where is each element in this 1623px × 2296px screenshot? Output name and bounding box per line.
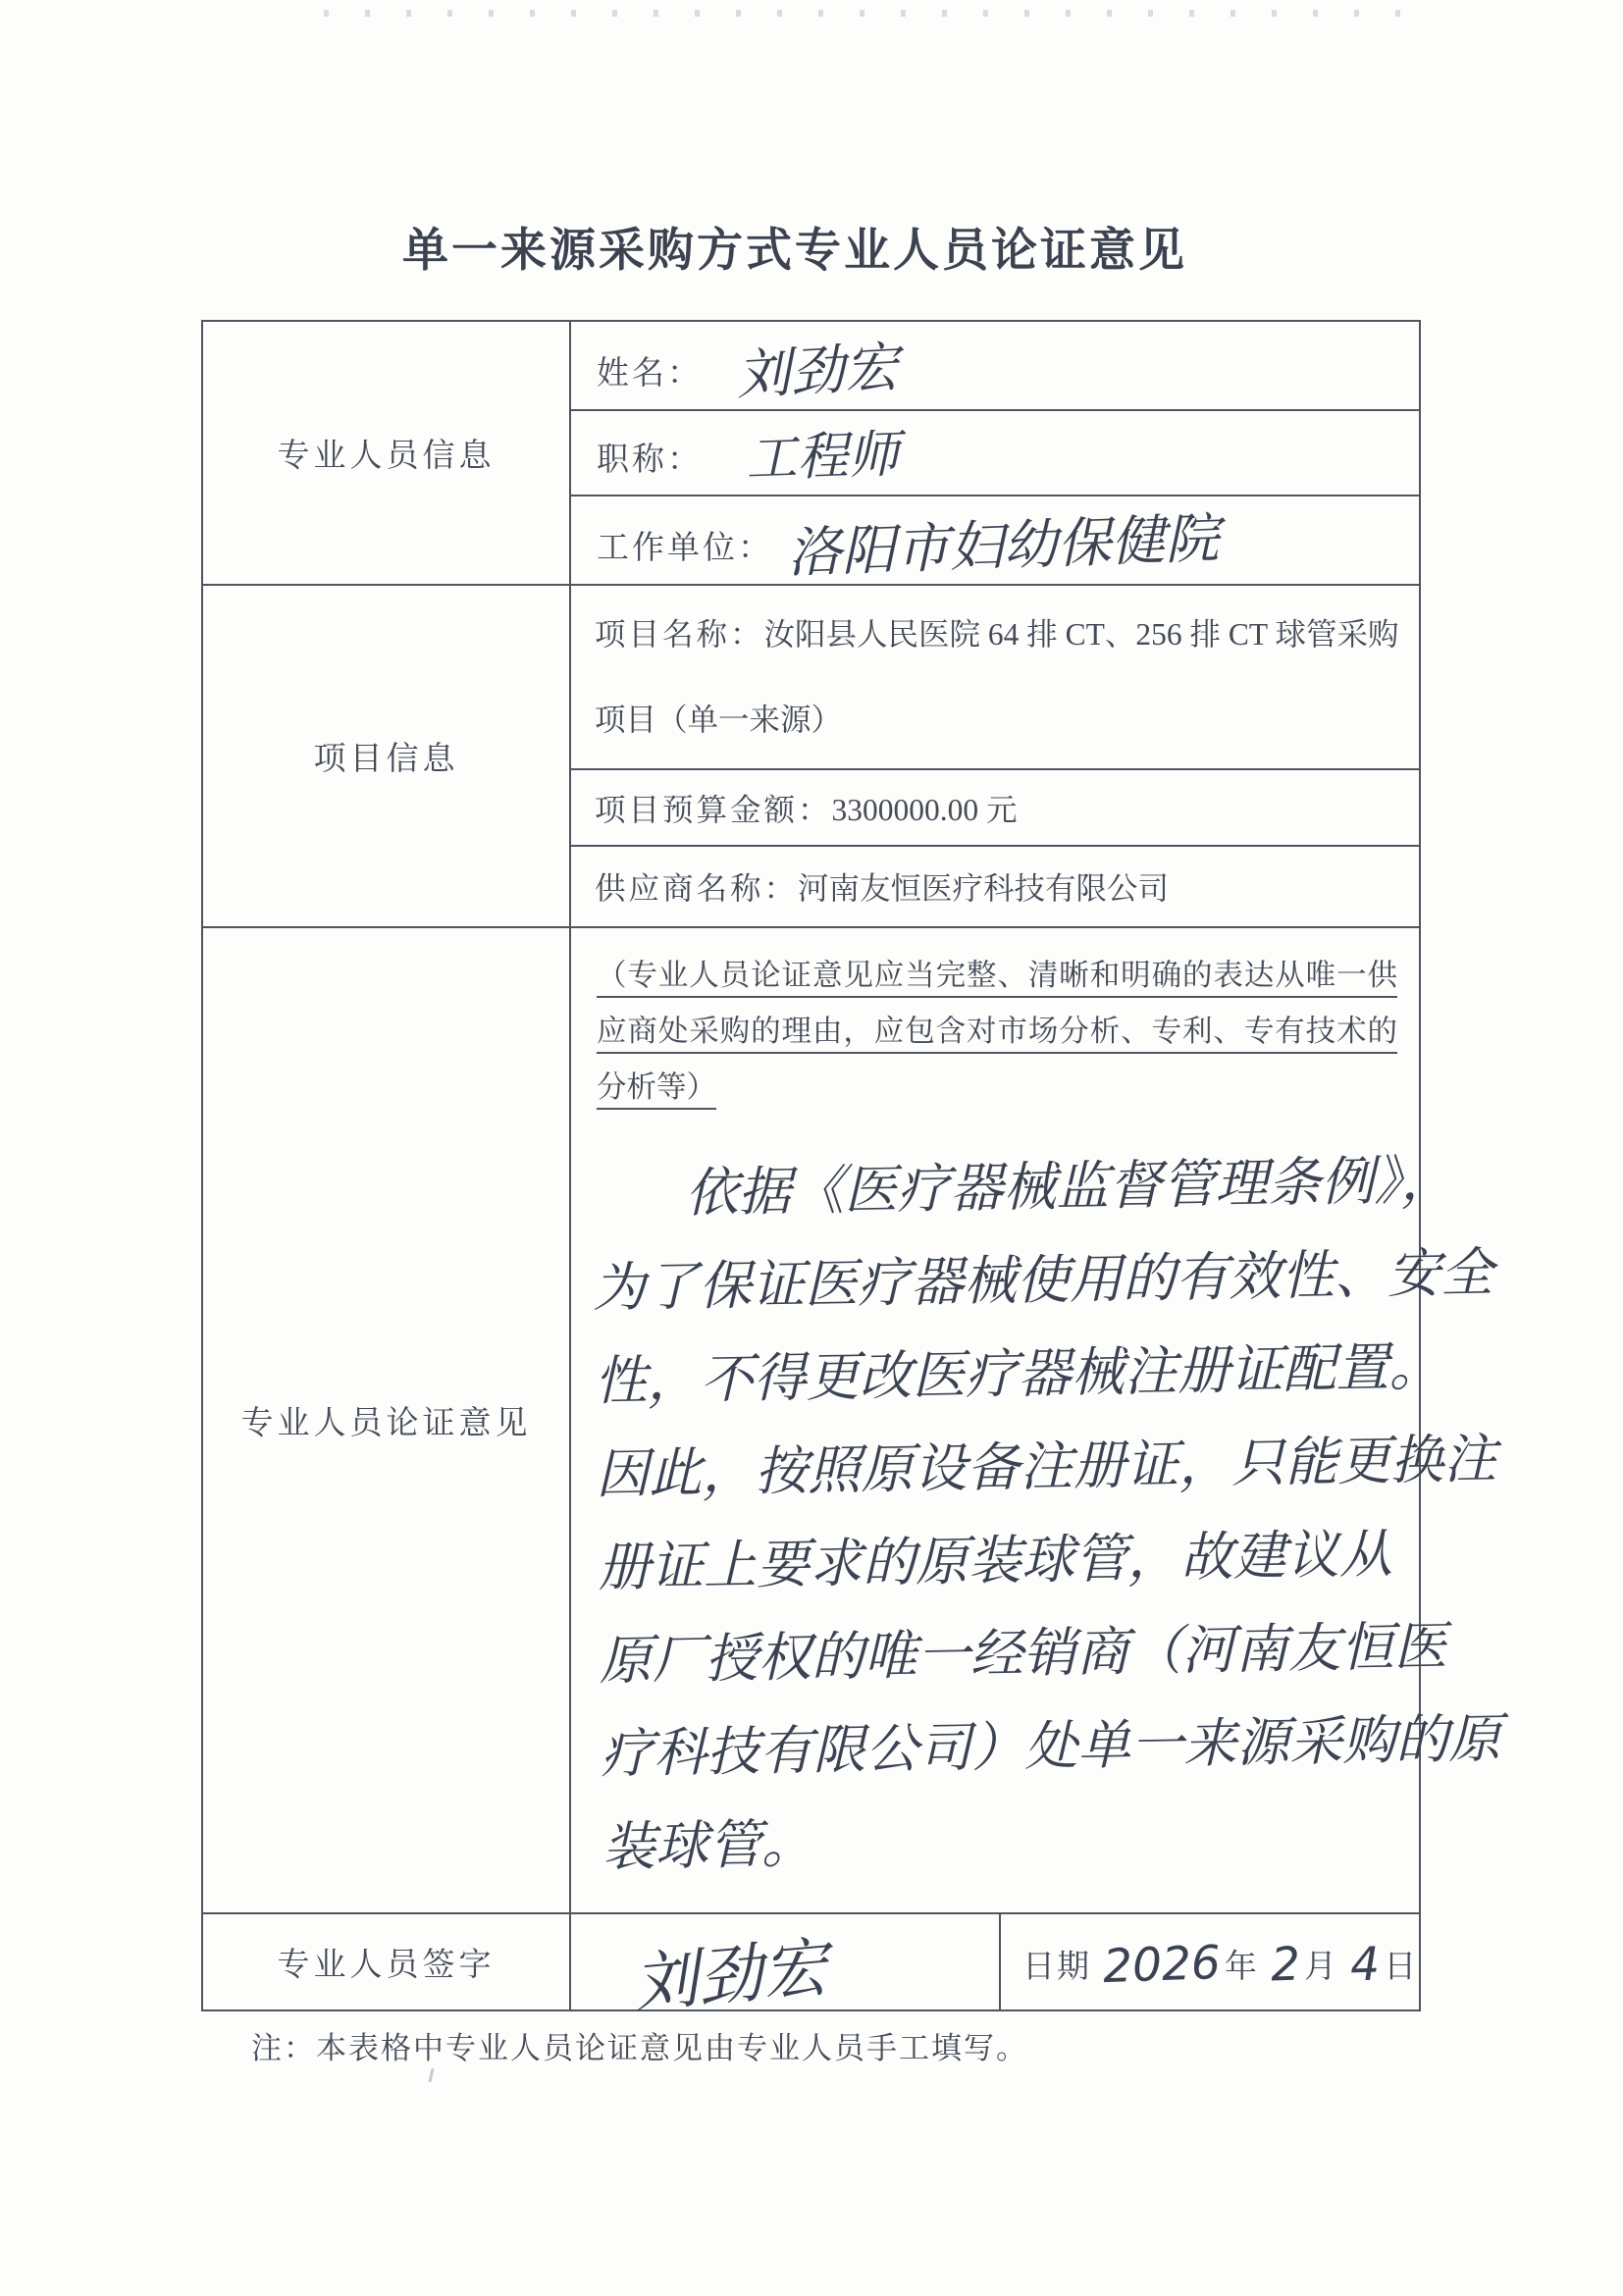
supplier-name-label: 供应商名称： xyxy=(595,871,799,906)
handwritten-line: 性，不得更改医疗器械注册证配置。 xyxy=(594,1335,1442,1413)
table-row xyxy=(202,585,1420,769)
project-budget-value: 3300000.00 元 xyxy=(831,792,1018,827)
name-field-cell xyxy=(570,321,1420,410)
project-name-value: 汝阳县人民医院 64 排 CT、256 排 CT 球管采购项目（单一来源） xyxy=(595,617,1399,737)
scan-artifact xyxy=(324,10,1433,17)
section-label-project: 项目信息 xyxy=(202,585,570,927)
project-name-label: 项目名称： xyxy=(595,617,764,652)
date-day-handwritten: 4 xyxy=(1349,1937,1382,1993)
signature-cell xyxy=(570,1913,1000,2022)
opinion-content-cell xyxy=(570,927,1502,1913)
table-row xyxy=(202,927,1420,1913)
table-row xyxy=(202,321,1420,410)
name-label: 姓名： xyxy=(597,356,703,391)
job-title-field-cell xyxy=(570,410,1420,496)
date-year-handwritten: 2026 xyxy=(1102,1935,1222,1995)
project-budget-label: 项目预算金额： xyxy=(595,792,832,827)
supplier-name-cell xyxy=(570,846,1420,927)
project-name-cell xyxy=(570,585,1420,769)
date-month-handwritten: 2 xyxy=(1270,1937,1302,1993)
opinion-instruction-text: （专业人员论证意见应当完整、清晰和明确的表达从唯一供应商处采购的理由，应包含对市场分析、专利、专有技术的分析等） xyxy=(597,959,1398,1104)
section-label-personnel: 专业人员信息 xyxy=(202,321,570,585)
handwritten-line: 为了保证医疗器械使用的有效性、安全 xyxy=(592,1241,1494,1320)
handwritten-line: 依据《医疗器械监督管理条例》， xyxy=(684,1148,1454,1225)
work-unit-label: 工作单位： xyxy=(597,531,773,566)
date-day-char: 日 xyxy=(1384,1950,1419,1985)
signature-handwritten: 刘劲宏 xyxy=(630,1929,831,2022)
name-handwritten-value: 刘劲宏 xyxy=(734,335,901,407)
section-label-opinion: 专业人员论证意见 xyxy=(202,927,570,1913)
handwritten-line: 疗科技有限公司）处单一来源采购的原 xyxy=(600,1707,1502,1786)
date-label: 日期 xyxy=(1022,1950,1091,1985)
date-year-char: 年 xyxy=(1224,1950,1259,1985)
work-unit-handwritten-value: 洛阳市妇幼保健院 xyxy=(786,506,1221,585)
job-title-label: 职称： xyxy=(597,443,703,478)
job-title-handwritten-value: 工程师 xyxy=(745,425,901,490)
table-row xyxy=(202,1913,1420,2010)
signature-label-cell: 专业人员签字 xyxy=(202,1913,570,2010)
handwritten-line: 册证上要求的原装球管，故建议从 xyxy=(597,1522,1393,1599)
opinion-handwritten-text xyxy=(590,1134,1502,1894)
footnote: 注：本表格中专业人员论证意见由专业人员手工填写。 xyxy=(251,2031,1028,2065)
form-table xyxy=(201,320,1502,2022)
date-cell xyxy=(1000,1913,1420,2010)
date-month-char: 月 xyxy=(1304,1950,1339,1985)
scan-artifact xyxy=(429,2068,435,2082)
handwritten-line: 因此，按照原设备注册证，只能更换注 xyxy=(595,1428,1497,1506)
handwritten-line: 原厂授权的唯一经销商（河南友恒医 xyxy=(598,1615,1447,1693)
supplier-name-value: 河南友恒医疗科技有限公司 xyxy=(798,871,1170,906)
work-unit-field-cell xyxy=(570,496,1420,585)
page-title: 单一来源采购方式专业人员论证意见 xyxy=(402,226,1187,277)
handwritten-line: 装球管。 xyxy=(602,1812,815,1879)
project-budget-cell xyxy=(570,769,1420,846)
